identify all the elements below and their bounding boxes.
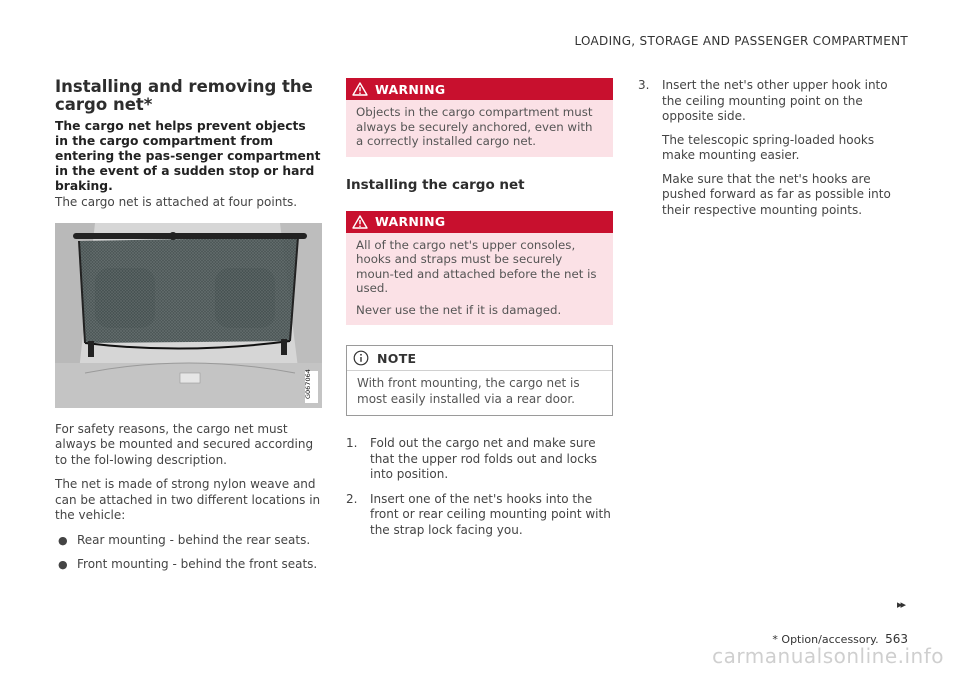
cargo-net-illustration — [55, 223, 322, 408]
list-item: 3. Insert the net's other upper hook into the ceiling mounting point on the opposite side. The telescopic spring-loaded hooks make mounting easier. Make sure that the net's hooks are pushed forward as far as possible into their respective mounting points. — [638, 78, 891, 217]
warning-triangle-icon — [352, 215, 368, 229]
warning-header — [346, 78, 613, 100]
warning-box — [346, 211, 613, 326]
page-number: 563 — [885, 632, 908, 646]
warning-body — [346, 233, 613, 326]
list-item: 2. Insert one of the net's hooks into the front or rear ceiling mounting point with the strap lock facing you. — [346, 491, 611, 537]
warning-text: All of the cargo net's upper consoles, hooks and straps must be securely moun-ted and attached before the net is used. — [356, 237, 597, 295]
net-description: The net is made of strong nylon weave and can be attached in two different locations in the vehicle: — [55, 477, 321, 522]
bullet-icon: ● — [58, 533, 68, 547]
warning-box — [346, 78, 613, 157]
note-box — [346, 345, 613, 416]
warning-triangle-icon — [352, 82, 368, 96]
list-item: ● Rear mounting - behind the rear seats. — [58, 532, 311, 547]
list-item: ● Front mounting - behind the front seats. — [58, 557, 318, 571]
safety-paragraph: For safety reasons, the cargo net must always be mounted and secured according to the fol-lowing description. — [55, 421, 314, 467]
bullet-icon: ● — [58, 558, 68, 571]
column-left — [55, 78, 322, 582]
intro-text: The cargo net is attached at four points. — [55, 195, 298, 209]
section-header: LOADING, STORAGE AND PASSENGER COMPARTMENT — [574, 34, 908, 48]
steps-list-continued — [638, 78, 908, 218]
note-body — [347, 371, 612, 415]
page-title: Installing and removing the cargo net* — [55, 77, 313, 114]
section-heading: Installing the cargo net — [346, 176, 525, 193]
warning-text: Objects in the cargo compartment must always be securely anchored, even with a correctly installed cargo net. — [356, 105, 593, 148]
column-middle — [346, 78, 613, 547]
footnote: * Option/accessory. — [772, 633, 879, 646]
continue-arrow-icon: ▸▸ — [896, 598, 904, 611]
mounting-list — [55, 533, 322, 573]
steps-list — [346, 436, 613, 538]
lead-paragraph: The cargo net helps prevent objects in the cargo compartment from entering the pas-senger compartment in the event of a sudden stop or hard braking. — [55, 119, 321, 193]
info-circle-icon — [353, 350, 369, 366]
figure-code: G067064 — [304, 368, 312, 399]
list-item: 1. Fold out the cargo net and make sure that the upper rod folds out and locks into position. — [346, 436, 598, 481]
note-text: With front mounting, the cargo net is most easily installed via a rear door. — [357, 376, 580, 406]
note-header — [347, 346, 612, 371]
warning-label: WARNING — [375, 81, 446, 97]
note-label: NOTE — [377, 350, 417, 366]
watermark: carmanualsonline.info — [712, 644, 944, 668]
column-right — [638, 78, 908, 227]
warning-text: Never use the net if it is damaged. — [356, 302, 562, 317]
warning-label: WARNING — [375, 214, 446, 229]
warning-header — [346, 211, 613, 233]
warning-body — [346, 100, 613, 157]
